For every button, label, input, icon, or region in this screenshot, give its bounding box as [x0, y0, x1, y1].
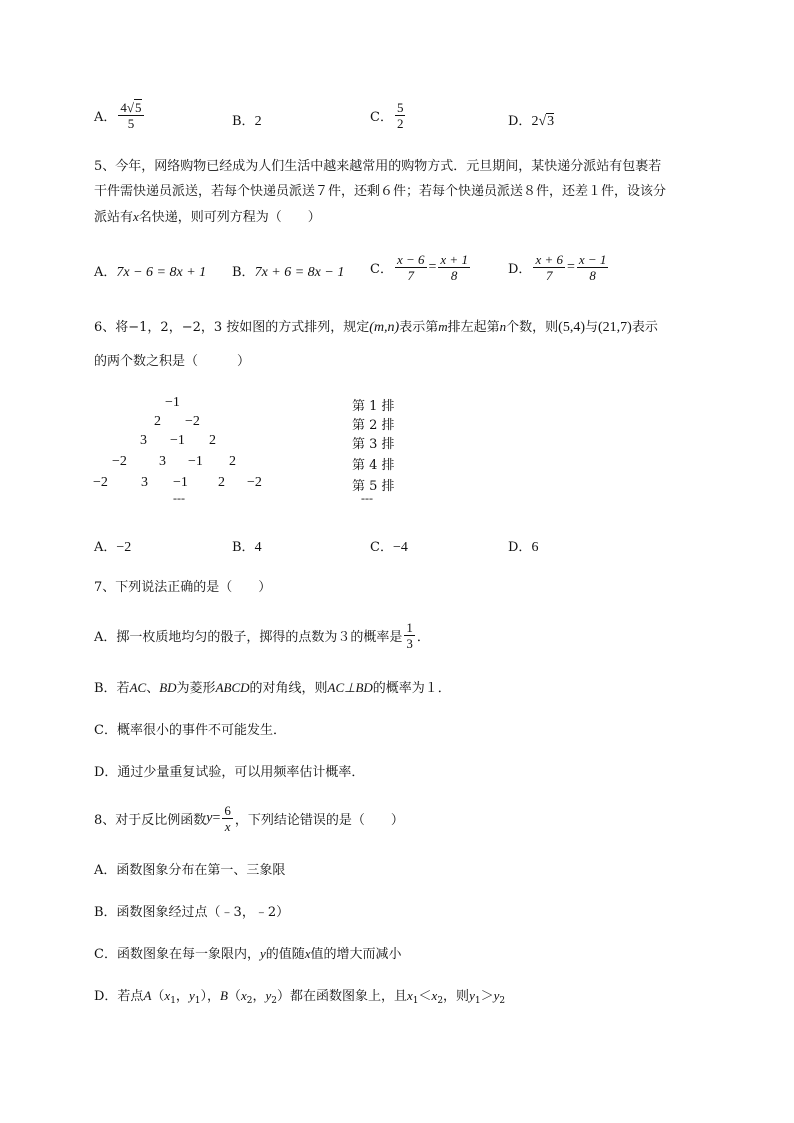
tri-r2-c2: −2 — [185, 414, 200, 429]
tri-r4-c4: 2 — [229, 454, 236, 469]
tri-r3-c2: −1 — [170, 433, 185, 448]
q5-option-b: B．7x + 6 = 8x − 1 — [232, 265, 345, 280]
q4-option-b: B．2 — [232, 114, 262, 129]
q4-option-c: C． $\frac{5}{2}$ — [370, 100, 404, 131]
q6-option-b: B．4 — [232, 540, 262, 555]
row-label-5: 第 5 排 — [352, 479, 395, 494]
tri-r2-c1: 2 — [154, 414, 161, 429]
q6-option-d: D．6 — [508, 540, 539, 555]
tri-r5-c4: 2 — [218, 475, 225, 490]
q5-option-a: A．7x − 6 = 8x + 1 — [94, 265, 207, 280]
q7-option-c: C．概率很小的事件不可能发生． — [94, 723, 286, 738]
q4-option-a: A． $\frac{4√5}{5}$ — [94, 100, 142, 131]
q4-option-d: D．2√3 — [508, 114, 555, 129]
q4-a-fraction: $\frac{4√5}{5}$ — [120, 100, 142, 131]
tri-r1-c1: −1 — [165, 395, 180, 410]
tri-r5-c1: −2 — [93, 475, 108, 490]
q6-stem-line1: 6、将−1，2，−2，3 按如图的方式排列，规定(m,n)表示第m排左起第n个数，则(5,4)与(21,7)表示 — [94, 319, 658, 335]
tri-r4-c1: −2 — [112, 454, 127, 469]
row-label-3: 第 3 排 — [352, 437, 395, 452]
q5-option-c: C． $\frac{x - 6}{7}$ = $\frac{x + 1}{8}$ — [370, 252, 468, 283]
q8-option-a: A．函数图象分布在第一、三象限 — [94, 863, 286, 878]
q8-option-b: B．函数图象经过点（﹣3，﹣2） — [94, 905, 290, 920]
q6-option-c: C．−4 — [370, 540, 408, 555]
tri-r5-c3: −1 — [173, 475, 188, 490]
q5-option-d: D． $\frac{x + 6}{7}$ = $\frac{x - 1}{8}$ — [508, 252, 607, 283]
tri-r5-c2: 3 — [141, 475, 148, 490]
row-label-4: 第 4 排 — [352, 458, 395, 473]
tri-ellipsis: --- — [173, 491, 185, 505]
q7-option-b: B．若AC、BD为菱形ABCD的对角线，则AC⊥BD的概率为１． — [94, 680, 451, 696]
row-label-2: 第 2 排 — [352, 418, 395, 433]
q8-option-d: D．若点$A(x_1$，$y_1$），$B(x_2$，$y_2$）都在函数图象上，且$x_1<x_2$，则$y_1>y_2$ — [94, 988, 506, 1006]
row-label-1: 第 1 排 — [352, 399, 395, 414]
tri-r3-c1: 3 — [140, 433, 147, 448]
q8-option-c: C．函数图象在每一象限内，y的值随x值的增大而减小 — [94, 946, 402, 962]
q8-stem: 8、对于反比例函数y= $\frac{6}{x}$ ，下列结论错误的是（ ） — [94, 803, 404, 834]
tri-r3-c3: 2 — [209, 433, 216, 448]
tri-r4-c2: 3 — [159, 454, 166, 469]
row-label-ellipsis: --- — [361, 491, 373, 505]
q6-stem-line2: 的两个数之积是（ ） — [94, 354, 251, 369]
q7-stem: 7、下列说法正确的是（ ） — [94, 580, 272, 595]
tri-r5-c5: −2 — [247, 475, 262, 490]
q5-stem: 5、今年，网络购物已经成为人们生活中越来越常用的购物方式．元旦期间，某快递分派站有包裹若 干件需快递员派送，若每个快递员派送７件，还剩６件；若每个快递员派送８件，还差１件，设该分 派站有x名快递，则可列方程为（ ） — [94, 159, 667, 225]
tri-r4-c3: −1 — [188, 454, 203, 469]
q7-option-d: D．通过少量重复试验，可以用频率估计概率． — [94, 765, 365, 780]
q7-option-a: A．掷一枚质地均匀的骰子，掷得的点数为３的概率是 $\frac{1}{3}$ ． — [94, 620, 430, 651]
q6-option-a: A．−2 — [94, 540, 132, 555]
